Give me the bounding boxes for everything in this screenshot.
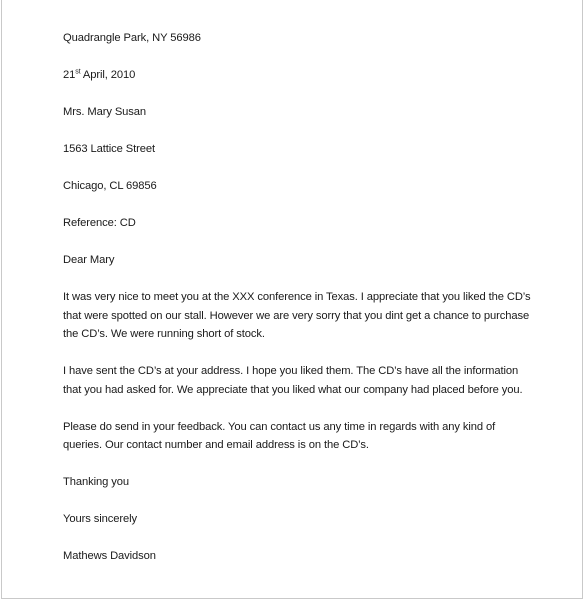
recipient-name: Mrs. Mary Susan: [63, 106, 147, 118]
reference-line: Reference: CD: [63, 217, 136, 229]
date-day: 21: [63, 69, 76, 81]
paragraph-3: Please do send in your feedback. You can contact us any time in regards with any kind of queries. Our contact number and email address is on the CD’s.: [63, 420, 496, 451]
signature-name: Mathews Davidson: [63, 550, 156, 562]
closing-sincerely: Yours sincerely: [63, 513, 137, 525]
sender-address: Quadrangle Park, NY 56986: [63, 32, 201, 44]
paragraph-1: It was very nice to meet you at the XXX conference in Texas. I appreciate that you liked the CD’s that were spotted on our stall. However we are very sorry that you dint get a chance to purchase the CD’s. We were running short of stock.: [63, 291, 531, 340]
letter-date: [63, 66, 533, 85]
date-ordinal: st: [75, 68, 81, 76]
recipient-city: Chicago, CL 69856: [63, 180, 157, 192]
paragraph-2: I have sent the CD’s at your address. I hope you liked them. The CD’s have all the information that you had asked for. We appreciate that you liked what our company had placed before you.: [63, 365, 523, 396]
letter-page: [1, 0, 583, 599]
salutation: Dear Mary: [63, 254, 115, 266]
closing-thanks: Thanking you: [63, 476, 129, 488]
recipient-street: 1563 Lattice Street: [63, 143, 156, 155]
date-rest: April, 2010: [80, 69, 136, 81]
letter-body: [63, 29, 533, 584]
